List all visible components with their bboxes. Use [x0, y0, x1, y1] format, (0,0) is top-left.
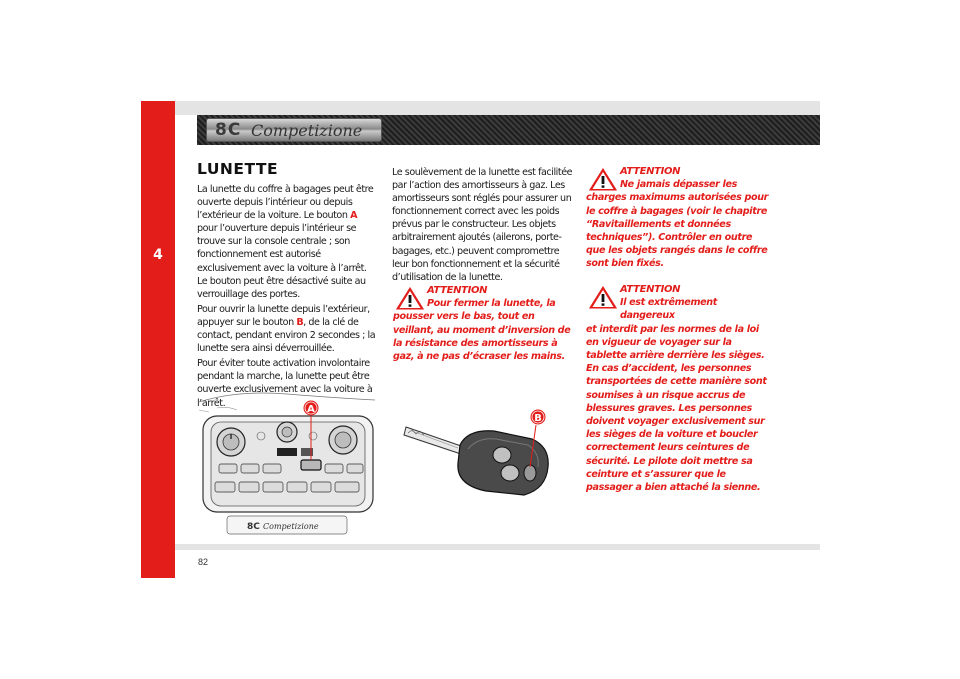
attention-text: charges maximums autorisées pour le coffre à bagages (voir le chapitre “Ravitaillements et données techniques”). Contrôler en outre que les objets rangés dans le coffre sont bien fixés.	[586, 192, 769, 270]
console-badge-8c: 8C	[247, 522, 260, 532]
paragraph: Pour éviter toute activation involontaire pendant la marche, la lunette peut être ouverte exclusivement avec la voiture à l’arrêt.	[197, 358, 373, 409]
button-b-ref: B	[296, 316, 304, 328]
text-column-2	[392, 166, 574, 286]
attention-heading: ATTENTION	[620, 166, 681, 177]
callout-b: B	[534, 413, 542, 424]
text-column-1	[197, 183, 377, 412]
chapter-number: 4	[153, 247, 163, 263]
attention-heading: ATTENTION	[427, 285, 488, 296]
attention-box-close-lunette	[393, 284, 573, 363]
warning-icon	[586, 283, 620, 311]
attention-text: et interdit par les normes de la loi en vigueur de voyager sur la tablette arrière derrière les sièges. En cas d’accident, les personnes transportées de cette manière sont soumises à un risque accrus de blessures graves. Les personnes doivent voyager exclusivement sur les sièges de la voiture et boucler correctement leurs ceintures de sécurité. Le pilote doit mettre sa ceinture et s’assurer que le passager a bien attaché la sienne.	[586, 323, 767, 494]
warning-icon	[393, 284, 427, 312]
attention-text: Ne jamais dépasser les	[620, 179, 737, 191]
header-band	[175, 101, 820, 115]
button-a-ref: A	[350, 210, 358, 222]
attention-text: pousser vers le bas, tout en veillant, au moment d’inversion de la résistance des amortisseurs à gaz, à ne pas d’écraser les mains.	[393, 311, 571, 363]
console-badge-script: Competizione	[263, 522, 319, 531]
chapter-side-tab	[141, 101, 175, 578]
attention-heading: ATTENTION	[620, 284, 681, 295]
attention-text: Pour fermer la lunette, la	[427, 298, 556, 310]
attention-box-rear-shelf	[586, 283, 771, 494]
attention-box-max-loads	[586, 165, 771, 271]
section-title: LUNETTE	[197, 160, 279, 178]
footer-band	[175, 544, 820, 550]
logo-8c: 8C	[215, 120, 242, 140]
header-logo-bar	[197, 115, 820, 145]
key-illustration	[398, 405, 558, 515]
logo-script: Competizione	[251, 121, 363, 140]
paragraph: Pour ouvrir la lunette depuis l’extérieur, appuyer sur le bouton B, de la clé de contact, pendant environ 2 secondes ; la lunette sera ainsi déverrouillée.	[197, 303, 376, 355]
warning-icon	[586, 165, 620, 193]
paragraph: La lunette du coffre à bagages peut être ouverte depuis l’intérieur ou depuis l’extérieur de la voiture. Le bouton A pour l’ouverture depuis l’intérieur se trouve sur la console centrale ; son fonctionnement est autorisé exclusivement avec la voiture à l’arrêt. Le bouton peut être désactivé suite au verrouillage des portes.	[197, 184, 374, 300]
attention-text: Il est extrêmement dangereux	[620, 297, 717, 322]
console-illustration	[197, 388, 377, 536]
callout-a: A	[307, 404, 315, 415]
paragraph: Le soulèvement de la lunette est facilitée par l’action des amortisseurs à gaz. Les amortisseurs sont réglés pour assurer un fonctionnement correct avec les poids prévus par le constructeur. Les objets arbitrairement ajoutés (ailerons, porte-bagages, etc.) peuvent compromettre leur bon fonctionnement et la sécurité d’utilisation de la lunette.	[392, 167, 573, 283]
brand-logo	[206, 118, 382, 142]
page-number: 82	[198, 557, 209, 567]
